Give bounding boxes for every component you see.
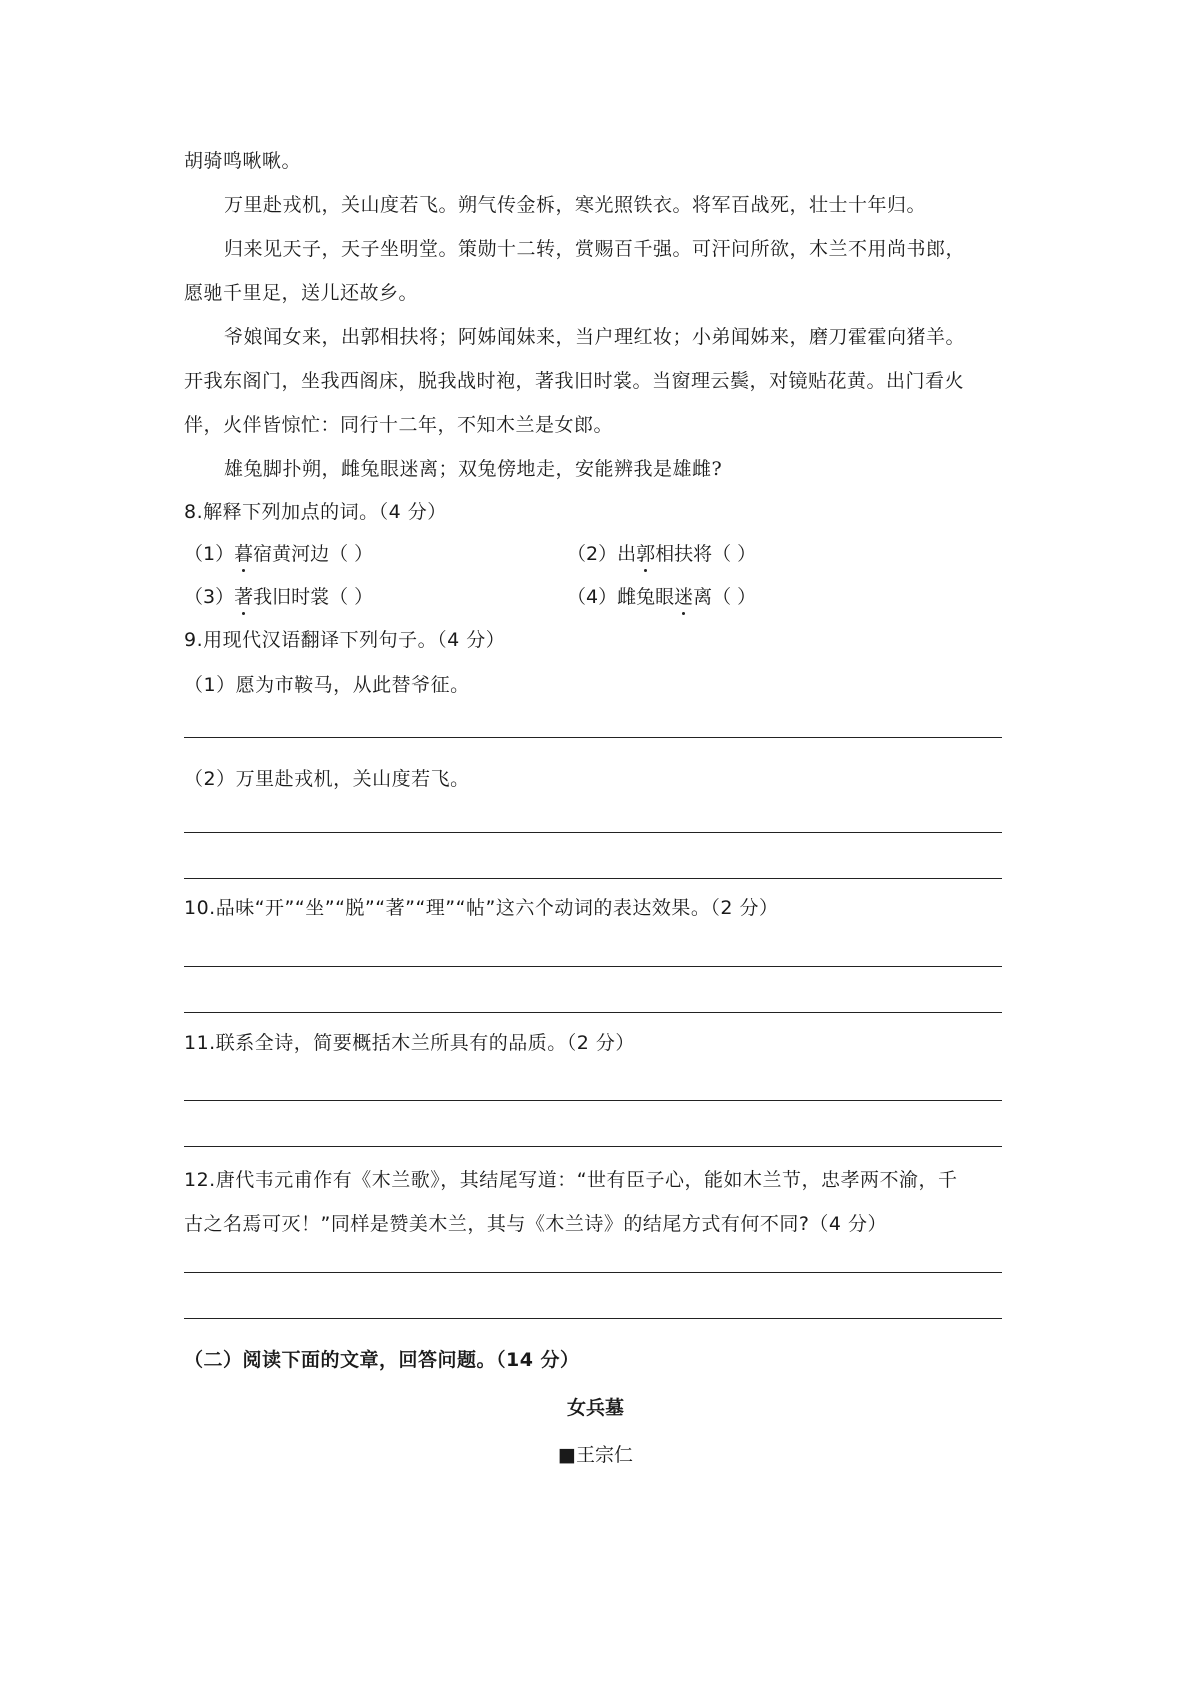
question-12-line-2: 古之名焉可灭！”同样是赞美木兰，其与《木兰诗》的结尾方式有何不同?（4 分） <box>184 1213 888 1235</box>
answer-line <box>184 1272 1002 1273</box>
q8-item-3-dotted-char: 著 <box>234 582 253 609</box>
question-12-line-1: 12.唐代韦元甫作有《木兰歌》，其结尾写道：“世有臣子心，能如木兰节，忠孝两不渝，千 <box>184 1169 958 1191</box>
answer-line <box>184 1146 1002 1147</box>
q8-item-2 <box>567 539 756 566</box>
q8-item-1 <box>184 539 373 566</box>
q8-item-1-dotted-char: 暮 <box>234 539 253 566</box>
answer-line <box>184 832 1002 833</box>
poem-line: 开我东阁门，坐我西阁床，脱我战时袍，著我旧时裳。当窗理云鬓，对镜贴花黄。出门看火 <box>184 370 965 392</box>
question-11-title: 11.联系全诗，简要概括木兰所具有的品质。（2 分） <box>184 1032 635 1054</box>
poem-line: 伴，火伴皆惊忙：同行十二年，不知木兰是女郎。 <box>184 414 614 436</box>
q8-item-2-prefix: （2）出 <box>567 543 637 565</box>
answer-line <box>184 1012 1002 1013</box>
q8-item-4-prefix: （4）雌兔眼 <box>567 586 675 608</box>
q9-sentence-1: （1）愿为市鞍马，从此替爷征。 <box>184 674 470 696</box>
section-2-heading: （二）阅读下面的文章，回答问题。（14 分） <box>184 1349 580 1371</box>
poem-line: 万里赴戎机，关山度若飞。朔气传金柝，寒光照铁衣。将军百战死，壮士十年归。 <box>224 194 927 216</box>
article-title: 女兵墓 <box>566 1397 624 1419</box>
answer-line <box>184 966 1002 967</box>
q8-item-3-prefix: （3） <box>184 586 235 608</box>
poem-line: 爷娘闻女来，出郭相扶将；阿姊闻妹来，当户理红妆；小弟闻姊来，磨刀霍霍向猪羊。 <box>224 326 966 348</box>
article-author: ■王宗仁 <box>558 1444 633 1466</box>
question-8-title: 8.解释下列加点的词。（4 分） <box>184 501 447 523</box>
answer-line <box>184 737 1002 738</box>
q8-item-1-prefix: （1） <box>184 543 235 565</box>
q8-item-3 <box>184 582 373 609</box>
q8-item-3-suffix: 我旧时裳（ ） <box>253 586 374 608</box>
q8-item-1-suffix: 宿黄河边（ ） <box>253 543 374 565</box>
q8-item-2-suffix: 相扶将（ ） <box>655 543 757 565</box>
poem-line: 愿驰千里足，送儿还故乡。 <box>184 282 419 304</box>
q9-sentence-2: （2）万里赴戎机，关山度若飞。 <box>184 768 470 790</box>
q8-item-2-dotted-char: 郭 <box>636 539 655 566</box>
q8-item-4 <box>567 582 756 609</box>
answer-line <box>184 1318 1002 1319</box>
poem-line: 胡骑鸣啾啾。 <box>184 150 302 172</box>
q8-item-4-dotted-char: 迷 <box>674 582 693 609</box>
question-10-title: 10.品味“开”“坐”“脱”“著”“理”“帖”这六个动词的表达效果。（2 分） <box>184 897 779 919</box>
answer-line <box>184 878 1002 879</box>
poem-line: 雄兔脚扑朔，雌兔眼迷离；双兔傍地走，安能辨我是雄雌? <box>224 458 723 480</box>
question-9-title: 9.用现代汉语翻译下列句子。（4 分） <box>184 629 506 651</box>
q8-item-4-suffix: 离（ ） <box>693 586 757 608</box>
answer-line <box>184 1100 1002 1101</box>
poem-line: 归来见天子，天子坐明堂。策勋十二转，赏赐百千强。可汗问所欲，木兰不用尚书郎， <box>224 238 966 260</box>
